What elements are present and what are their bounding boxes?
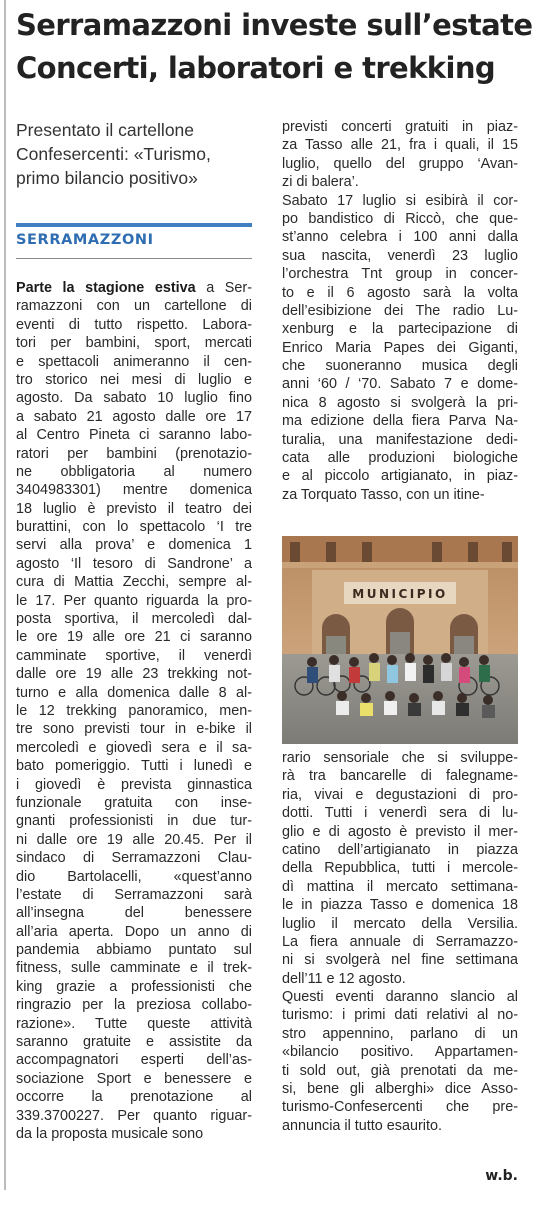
body-line: Questi eventi daranno slancio al [282, 989, 518, 1006]
body-line: e spettacoli animeranno il cen- [16, 353, 252, 370]
body-column-right-top [282, 118, 518, 504]
body-line: camminate sportive, il venerdì [16, 647, 252, 664]
lead-in: Parte la stagione estiva [16, 280, 196, 296]
body-line: ni dalle ore 19 alle 20.45. Per il [16, 831, 252, 848]
body-line: a sabato 21 agosto dalle ore 17 [16, 408, 252, 425]
body-line: pandemia abbiamo puntato sul [16, 942, 252, 959]
body-line: l’orchestra Tnt group in concer- [282, 266, 518, 283]
body-line: le ore 19 alle ore 21 ci saranno [16, 629, 252, 646]
body-line: posta sportiva, il mercoledì dal- [16, 611, 252, 628]
body-line: glio e di agosto è previsto il mer- [282, 823, 518, 840]
body-line: l’estate di Serramazzoni sarà [16, 886, 252, 903]
byline: w.b. [485, 1168, 518, 1184]
body-line: dell’esibizione dei The radio Lu- [282, 302, 518, 319]
article-subhead [16, 118, 256, 190]
body-line: tori per bambini, sport, mercati [16, 335, 252, 352]
body-line: La fiera annuale di Serramazzo- [282, 933, 518, 950]
body-line: za Torquato Tasso, con un itine- [282, 486, 485, 503]
body-line: funzionale gratuita con inse- [16, 794, 252, 811]
body-line: turismo: i primi dati relativi al no- [282, 1007, 518, 1024]
body-line: to e il 6 agosto sarà la volta [282, 284, 518, 301]
body-line: agosto. Da sabato 10 luglio fino [16, 390, 252, 407]
body-column-left [16, 279, 252, 1143]
body-line: al Centro Pineta ci saranno labo- [16, 427, 252, 444]
body-line: all’aria aperta. Dopo un anno di [16, 923, 252, 940]
body-line: po bandistico di Riccò, che que- [282, 210, 518, 227]
subhead-line: Confesercenti: «Turismo, [16, 144, 211, 164]
body-line: sua nascita, venerdì 23 luglio [282, 247, 518, 264]
headline-line: Concerti, laboratori e trekking [16, 51, 496, 85]
body-line: della Repubblica, tutti i mercole- [282, 860, 518, 877]
body-line: anni ‘60 / ‘70. Sabato 7 e dome- [282, 376, 518, 393]
body-line: xenburg e la partecipazione di [282, 321, 518, 338]
body-line: ringrazio per la preziosa collabo- [16, 997, 252, 1014]
body-line: ramazzoni con un cartellone di [16, 298, 252, 315]
body-line: le in piazza Tasso e domenica 18 [282, 897, 518, 914]
body-line: burattini, con lo spettacolo ‘I tre [16, 519, 252, 536]
body-line: le 12 trekking panoramico, men- [16, 702, 252, 719]
body-line: all’insegna del benessere [16, 905, 252, 922]
body-line: sindaco di Serramazzoni Clau- [16, 850, 252, 867]
body-line: annuncia il tutto esaurito. [282, 1117, 442, 1134]
body-line: dio Bartolacelli, «quest’anno [16, 868, 252, 885]
body-line: nica 8 agosto si svolgerà la pri- [282, 394, 518, 411]
body-line: e al piccolo artigianato, in piaz- [282, 468, 518, 485]
body-line: 3404983301) mentre domenica [16, 482, 252, 499]
body-line: i giovedì è prevista ginnastica [16, 776, 252, 793]
body-line: zi di balera’. [282, 174, 359, 191]
body-column-right-bottom [282, 749, 518, 1135]
body-line: gnanti professionisti in due tur- [16, 813, 252, 830]
body-line: tro storico nei mesi di luglio e [16, 371, 252, 388]
body-line: che suoneranno musica degli [282, 358, 518, 375]
body-line: da la proposta musicale sono [16, 1125, 204, 1142]
article-headline [16, 4, 533, 90]
body-line: ma edizione della fiera Parva Na- [282, 413, 518, 430]
section-rule [16, 223, 252, 227]
body-line: 18 luglio è previsto il teatro dei [16, 500, 252, 517]
body-line: turalia, una manifestazione dedi- [282, 431, 518, 448]
subhead-line: Presentato il cartellone [16, 120, 195, 140]
body-line: tre sono previsti tour in e-bike il [16, 721, 252, 738]
body-line: Enrico Maria Papes dei Giganti, [282, 339, 518, 356]
body-line: ti sold out, già prenotati da me- [282, 1062, 518, 1079]
body-line: accompagnatori esperti dell’as- [16, 1052, 252, 1069]
body-line: occorre la prenotazione al [16, 1089, 252, 1106]
body-line: «bilancio positivo. Appartamen- [282, 1044, 518, 1061]
body-line: bato pomeriggio. Tutti i lunedì e [16, 758, 252, 775]
body-line: cata alle produzioni biologiche [282, 450, 518, 467]
body-line: sociazione Sport e benessere e [16, 1070, 252, 1087]
body-line: rà tra bancarelle di falegname- [282, 768, 518, 785]
body-line: Parte la stagione estiva a Ser- [16, 280, 252, 296]
body-line: ratori per bambini (prenotazio- [16, 445, 252, 462]
body-line: stro appennino, parlano di un [282, 1025, 518, 1042]
body-line: za Tasso alle 21, fra i quali, il 15 [282, 137, 518, 154]
column-divider [4, 0, 6, 1190]
body-line: turismo-Confesercenti che pre- [282, 1099, 518, 1116]
section-label: SERRAMAZZONI [16, 232, 154, 248]
body-line: mercoledì e giovedì sera e il sa- [16, 739, 252, 756]
body-line: cura di Mattia Zecchi, sempre al- [16, 574, 252, 591]
body-line: king grazie a professionisti che [16, 978, 252, 995]
body-line: luglio, quello del gruppo ‘Avan- [282, 155, 518, 172]
section-divider [16, 258, 252, 259]
body-line: st’anno celebra i 100 anni dalla [282, 229, 518, 246]
body-line: turno e alla domenica dalle 8 al- [16, 684, 252, 701]
body-line: dell’11 e 12 agosto. [282, 970, 406, 987]
body-line: rario sensoriale che si sviluppe- [282, 750, 518, 766]
body-line: ria, vivai e degustazioni di pro- [282, 786, 518, 803]
body-line: 339.3700227. Per quanto riguar- [16, 1107, 252, 1124]
headline-line: Serramazzoni investe sull’estate [16, 8, 533, 42]
body-line: luglio il mercato della Versilia. [282, 915, 518, 932]
body-line: dì mattina il mercato settimana- [282, 878, 518, 895]
body-line: ni si svolgerà nel fine settimana [282, 952, 518, 969]
body-line: servi alla prova’ e domenica 1 [16, 537, 252, 554]
article-photo [282, 536, 518, 744]
body-line: si, bene gli alberghi» dice Asso- [282, 1081, 518, 1098]
body-line: catino dell’artigianato in piazza [282, 841, 518, 858]
body-line: Sabato 17 luglio si esibirà il cor- [282, 192, 518, 209]
subhead-line: primo bilancio positivo» [16, 168, 198, 188]
body-line: ne obbligatoria al numero [16, 463, 252, 480]
body-line: razione». Tutte queste attività [16, 1015, 252, 1032]
body-line: previsti concerti gratuiti in piaz- [282, 119, 518, 135]
body-line: eventi di tutto rispetto. Labora- [16, 316, 252, 333]
body-line: agosto ‘Il tesoro di Sandrone’ a [16, 555, 252, 572]
body-line: dalle ore 19 alle 23 trekking not- [16, 666, 252, 683]
body-line: fitness, sulle camminate e il trek- [16, 960, 252, 977]
body-line: saranno gratuite e assistite da [16, 1034, 252, 1051]
body-line: le 17. Per quanto riguarda la pro- [16, 592, 252, 609]
body-line: dotti. Tutti i venerdì sera di lu- [282, 805, 518, 822]
municipio-sign: MUNICIPIO [352, 587, 448, 601]
